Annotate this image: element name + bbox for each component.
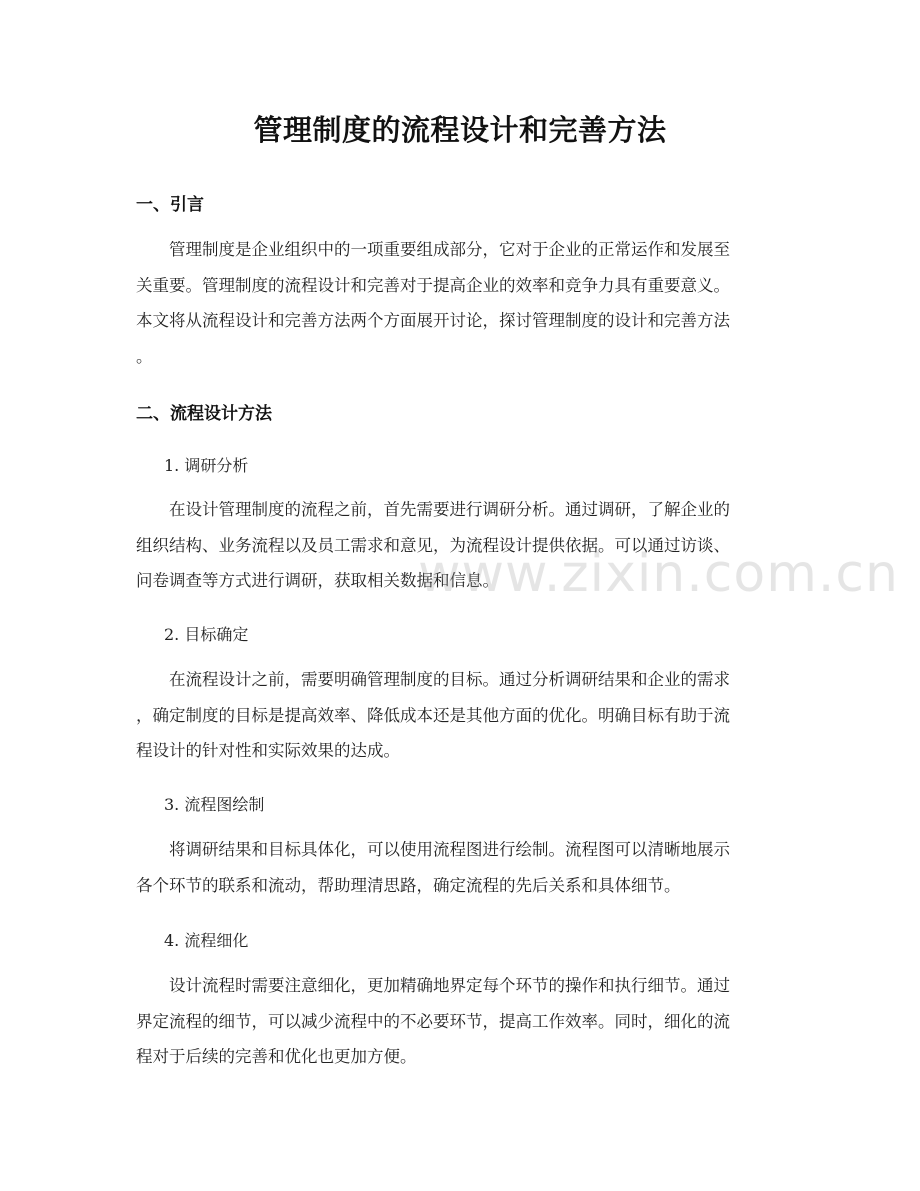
paragraph-line: 界定流程的细节，可以减少流程中的不必要环节，提高工作效率。同时，细化的流 (136, 1011, 730, 1031)
paragraph-line: 设计流程时需要注意细化，更加精确地界定每个环节的操作和执行细节。通过 (169, 976, 730, 995)
paragraph-line: 将调研结果和目标具体化，可以使用流程图进行绘制。流程图可以清晰地展示 (169, 840, 730, 859)
paragraph-line: 程设计的针对性和实际效果的达成。 (136, 741, 400, 760)
paragraph-line: 在设计管理制度的流程之前，首先需要进行调研分析。通过调研，了解企业的 (169, 500, 730, 519)
section-heading-intro: 一、引言 (136, 195, 204, 215)
paragraph-line: 关重要。管理制度的流程设计和完善对于提高企业的效率和竞争力具有重要意义。 (136, 275, 730, 295)
subsection-heading-refinement: 4. 流程细化 (164, 931, 249, 950)
paragraph-goals (136, 662, 784, 769)
paragraph-line: 在流程设计之前，需要明确管理制度的目标。通过分析调研结果和企业的需求 (169, 670, 730, 689)
paragraph-line: 程对于后续的完善和优化也更加方便。 (136, 1047, 417, 1066)
paragraph-research (136, 492, 784, 599)
paragraph-flowchart (136, 832, 784, 903)
paragraph-line: 本文将从流程设计和完善方法两个方面展开讨论，探讨管理制度的设计和完善方法 (136, 311, 730, 330)
paragraph-line: 管理制度是企业组织中的一项重要组成部分，它对于企业的正常运作和发展至 (169, 240, 730, 259)
section-heading-process-design: 二、流程设计方法 (136, 404, 272, 424)
paragraph-line: 各个环节的联系和流动，帮助理清思路，确定流程的先后关系和具体细节。 (136, 875, 681, 895)
watermark-text: www.zixin.com.cn (418, 544, 899, 604)
subsection-heading-research: 1. 调研分析 (164, 456, 249, 475)
paragraph-intro (136, 232, 784, 374)
paragraph-line: 。 (136, 346, 153, 366)
paragraph-refinement (136, 968, 784, 1075)
paragraph-line: ，确定制度的目标是提高效率、降低成本还是其他方面的优化。明确目标有助于流 (136, 705, 730, 725)
document-title: 管理制度的流程设计和完善方法 (253, 113, 667, 147)
subsection-heading-goals: 2. 目标确定 (164, 625, 249, 644)
paragraph-line: 问卷调查等方式进行调研，获取相关数据和信息。 (136, 571, 499, 590)
paragraph-line: 组织结构、业务流程以及员工需求和意见，为流程设计提供依据。可以通过访谈、 (136, 535, 730, 555)
subsection-heading-flowchart: 3. 流程图绘制 (164, 795, 265, 814)
